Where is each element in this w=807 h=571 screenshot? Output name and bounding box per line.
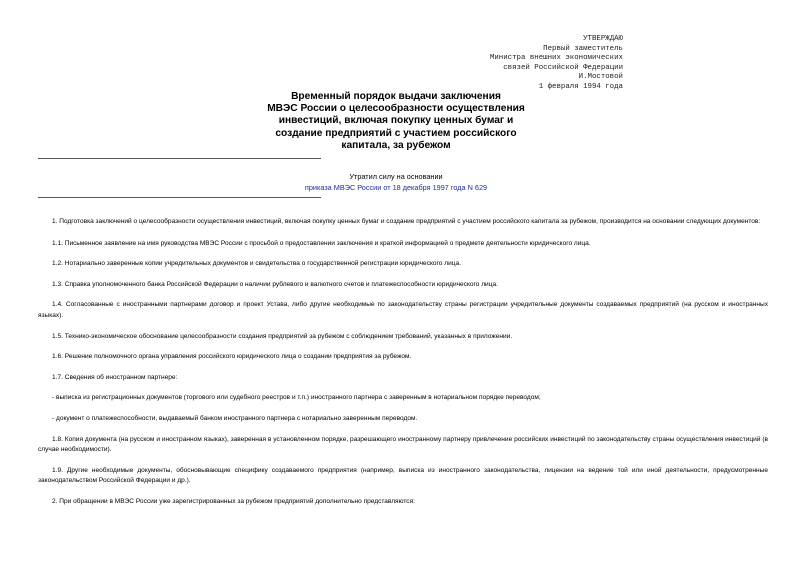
document-body <box>38 217 768 508</box>
repeal-order-link[interactable]: приказа МВЭС России от 18 декабря 1997 года N 629 <box>304 182 488 192</box>
status-block <box>260 172 532 193</box>
paragraph-1-5: 1.5. Технико-экономическое обоснование целесообразности создания предприятий за рубежом с соблюдением требований, указанных в приложении. <box>52 332 513 340</box>
title-line: инвестиций, включая покупку ценных бумаг и <box>278 115 514 127</box>
document-title <box>234 91 558 152</box>
approval-block <box>490 35 623 92</box>
paragraph-1-4: 1.4. Согласованные с иностранными партнерами договор и проект Устава, либо другие необходимые по законодательству страны регистрации учредительные документы создаваемых предприятий (на русском и иностранных языках). <box>38 301 768 319</box>
paragraph-1-9: 1.9. Другие необходимые документы, обосновывающие специфику создаваемого предприятия (например, выписка из иностранного законодательства, лицензии на ведение той или иной деятельности, предусмотренные законодательством Российской Федерации и др.). <box>38 466 768 485</box>
approval-line: И.Мостовой <box>578 73 623 81</box>
approval-line: 1 февраля 1994 года <box>538 82 623 91</box>
paragraph-1: 1. Подготовка заключений о целесообразности осуществления инвестиций, включая покупку ценных бумаг и создание предприятий с участием российского капитала за рубежом, производится на основании следующих документов: <box>52 218 761 225</box>
title-line: капитала, за рубежом <box>341 139 451 151</box>
paragraph-2: 2. При обращении в МВЭС России уже зарегистрированных за рубежом предприятий дополнительно представляются: <box>52 497 415 505</box>
paragraph-1-1: 1.1. Письменное заявление на имя руководства МВЭС России с просьбой о предоставлении заключения и краткой информацией о предмете деятельности юридического лица. <box>52 239 591 247</box>
divider-bottom <box>38 197 321 198</box>
title-line: создание предприятий с участием российского <box>275 127 517 139</box>
title-line: Временный порядок выдачи заключения <box>291 91 501 102</box>
paragraph-1-8: 1.8. Копия документа (на русском и иностранном языках), заверенная в установленном порядке, разрешающего иностранному партнеру привлечение российских инвестиций по законодательству страны осуществления инвестиций (в случае необходимости). <box>38 435 768 454</box>
approval-line: УТВЕРЖДАЮ <box>583 35 623 43</box>
list-item-extract: - выписка из регистрационных документов (торгового или судебного реестров и т.п.) иностранного партнера с заверенным в нотариальном порядке переводом; <box>52 394 541 402</box>
list-item-solvency: - документ о платежеспособности, выдаваемый банком иностранного партнера с нотариально заверенным переводом. <box>52 414 418 422</box>
approval-line: Первый заместитель <box>543 44 623 53</box>
divider-top <box>38 158 321 159</box>
approval-line: Министра внешних экономических <box>489 54 623 62</box>
status-text: Утратил силу на основании <box>349 172 443 181</box>
paragraph-1-2: 1.2. Нотариально заверенные копии учредительных документов и свидетельства о государственной регистрации юридического лица. <box>52 260 461 268</box>
approval-line: связей Российской Федерации <box>503 63 623 72</box>
paragraph-1-6: 1.6. Решение полномочного органа управления российского юридического лица о создании предприятия за рубежом. <box>52 353 412 361</box>
paragraph-1-3: 1.3. Справка уполномоченного банка Российской Федерации о наличии рублевого и валютного счетов и платежеспособности юридического лица. <box>52 280 498 288</box>
paragraph-1-7: 1.7. Сведения об иностранном партнере: <box>52 373 178 381</box>
title-line: МВЭС России о целесообразности осуществления <box>267 103 525 115</box>
